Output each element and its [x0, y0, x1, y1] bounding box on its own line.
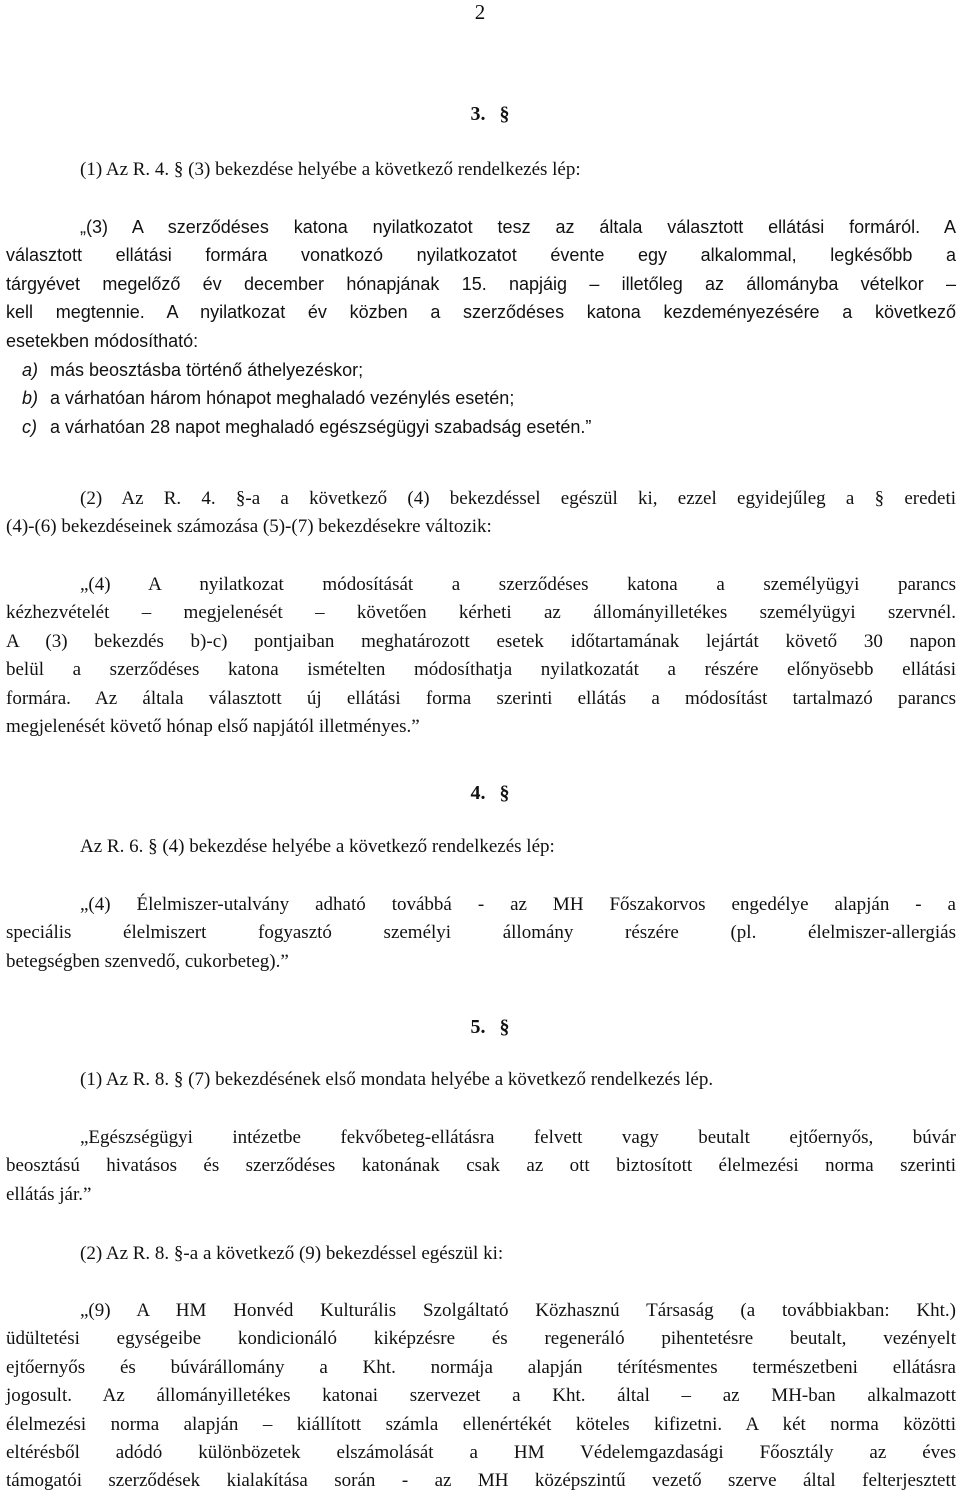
quote-line: „(3) A szerződéses katona nyilatkozatot tesz az általa választott ellátási formáról. A — [80, 217, 956, 237]
section-symbol: § — [499, 1016, 510, 1038]
quote-line: ellátás jár.” — [6, 1183, 92, 1205]
quote-line: betegségben szenvedő, cukorbeteg).” — [6, 950, 289, 972]
list-item — [22, 384, 591, 412]
quote-line: belül a szerződéses katona ismételten módosíthatja nyilatkozatát a részére előnyösebb ellátási — [6, 659, 956, 681]
list-item — [22, 356, 591, 384]
s3-p1-intro: (1) Az R. 4. § (3) bekezdése helyébe a következő rendelkezés lép: — [80, 159, 581, 180]
section-4-number: 4. — [470, 782, 486, 804]
quote-line: beosztású hivatásos és szerződéses katonának csak az ott biztosított élelmezési norma szerinti — [6, 1155, 956, 1177]
quote-line: esetekben módosítható: — [6, 330, 199, 351]
section-symbol: § — [499, 782, 510, 804]
quote-line: tárgyévet megelőző év december hónapjának 15. napjáig – illetőleg az állományba vételkor – — [6, 273, 956, 294]
list-text: a várhatóan 28 napot meghaladó egészségügyi szabadság esetén.” — [50, 416, 592, 437]
quote-line: kézhezvételét – megjelenését – követően kérheti az állományilletékes személyügyi szervnél. — [6, 602, 956, 624]
quote-line: üdültetési egységeibe kondicionáló kiképzésre és regeneráló pihentetésre beutalt, vezényelt — [6, 1328, 956, 1350]
quote-line: kell megtennie. A nyilatkozat év közben a szerződéses katona kezdeményezésére a következő — [6, 302, 956, 323]
quote-line: speciális élelmiszert fogyasztó személyi állomány részére (pl. élelmiszer-allergiás — [6, 922, 956, 944]
page-number: 2 — [474, 0, 486, 24]
list-label: b) — [22, 388, 39, 409]
s4-intro: Az R. 6. § (4) bekezdése helyébe a következő rendelkezés lép: — [80, 836, 555, 857]
quote-line: eltérésből adódó különbözetek elszámolását a HM Védelemgazdasági Főosztály az éves — [6, 1442, 956, 1464]
quote-line: választott ellátási formára vonatkozó nyilatkozatot évente egy alkalommal, legkésőbb a — [6, 245, 956, 266]
quote-line: „(9) A HM Honvéd Kulturális Szolgáltató Közhasznú Társaság (a továbbiakban: Kht.) — [80, 1300, 956, 1321]
section-5-number: 5. — [470, 1016, 486, 1038]
s3-p2-quote — [6, 571, 956, 741]
text-line: (4)-(6) bekezdéseinek számozása (5)-(7) bekezdésekre változik: — [6, 516, 492, 538]
text-line: (2) Az R. 4. §-a a következő (4) bekezdéssel egészül ki, ezzel egyidejűleg a § eredeti — [80, 488, 956, 509]
quote-line: élelmezési norma alapján – kiállított számla ellenértékét köteles kifizetni. A két norma közötti — [6, 1413, 956, 1435]
section-symbol: § — [499, 103, 510, 125]
section-3-heading — [0, 100, 960, 128]
s3-list — [22, 356, 591, 441]
list-label: a) — [22, 360, 39, 380]
s5-p2-intro: (2) Az R. 8. §-a a következő (9) bekezdéssel egészül ki: — [80, 1243, 504, 1264]
list-text: más beosztásba történő áthelyezéskor; — [50, 360, 364, 380]
s5-p1-intro: (1) Az R. 8. § (7) bekezdésének első mondata helyébe a következő rendelkezés lép. — [80, 1069, 714, 1090]
section-5-heading — [0, 1013, 960, 1041]
quote-line: ejtőernyős és búvárállomány a Kht. normája alapján térítésmentes természetbeni ellátásra — [6, 1356, 956, 1378]
quote-line: támogatói szerződések kialakítása során - az MH középszintű vezető szerve által felterjesztett — [6, 1470, 956, 1492]
quote-line: formára. Az általa választott új ellátási forma szerinti ellátás a módosítást tartalmazó parancs — [6, 687, 956, 709]
quote-line: megjelenését követő hónap első napjától illetményes.” — [6, 716, 420, 738]
s5-p1-quote — [6, 1124, 956, 1209]
s5-p2-quote — [6, 1297, 956, 1496]
section-3-number: 3. — [470, 103, 486, 125]
list-label: c) — [22, 416, 37, 437]
list-text: a várhatóan három hónapot meghaladó vezénylés esetén; — [50, 388, 515, 409]
quote-line: „(4) A nyilatkozat módosítását a szerződéses katona a személyügyi parancs — [80, 574, 956, 595]
section-4-heading — [0, 779, 960, 807]
s3-p1-quote — [6, 213, 956, 355]
quote-line: „(4) Élelmiszer-utalvány adható továbbá - az MH Főszakorvos engedélye alapján - a — [80, 894, 956, 915]
quote-line: A (3) bekezdés b)-c) pontjaiban meghatározott esetek időtartamának lejártát követő 30 napon — [6, 630, 956, 652]
quote-line: „Egészségügyi intézetbe fekvőbeteg-ellátásra felvett vagy beutalt ejtőernyős, búvár — [80, 1127, 956, 1148]
quote-line: jogosult. Az állományilletékes katonai szervezet a Kht. által – az MH-ban alkalmazott — [6, 1385, 956, 1407]
s4-quote — [6, 891, 956, 976]
s3-p2-intro — [6, 485, 956, 542]
list-item — [22, 413, 591, 441]
